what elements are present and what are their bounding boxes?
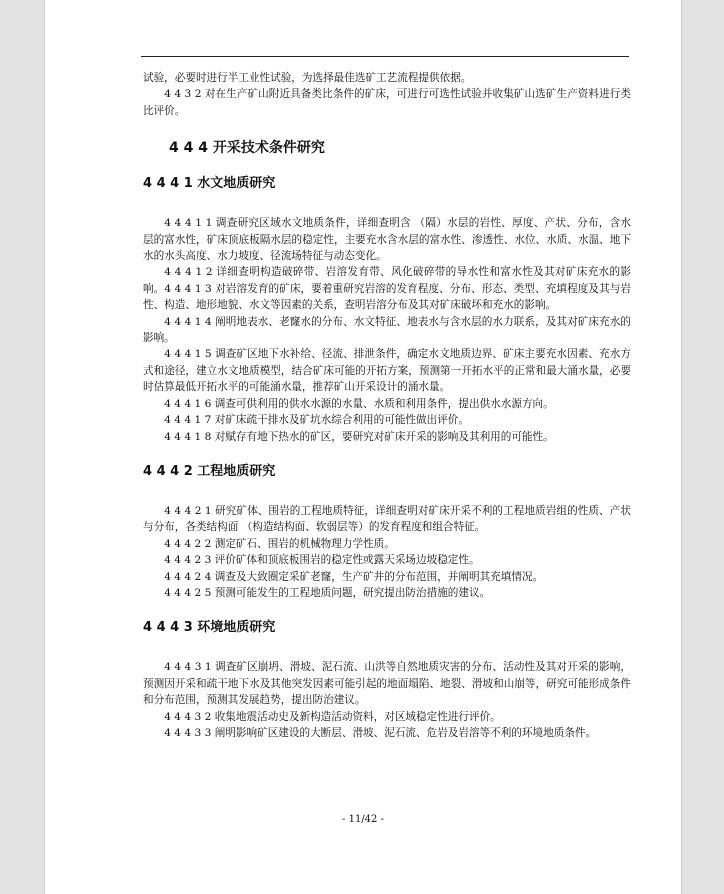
section-heading-4442: 4 4 4 2 工程地质研究: [143, 463, 276, 479]
paragraph-44422: 4 4 4 2 2 测定矿石、围岩的机械物理力学性质。: [164, 537, 395, 550]
paragraph-44431: 4 4 4 3 1 调查矿区崩坍、滑坡、泥石流、山洪等自然地质灾害的分布、活动性及其对开采的影响，预测因开采和疏干地下水及其他突发因素可能引起的地面塌陷、地裂、滑坡和山崩等，研究可能形成条件和分布范围，预测其发展趋势，提出防治建议。: [143, 661, 631, 707]
paragraph-44425: 4 4 4 2 5 预测可能发生的工程地质问题，研究提出防治措施的建议。: [164, 586, 491, 599]
paragraph-44424: 4 4 4 2 4 调查及大致圈定采矿老窿，生产矿井的分布范围，并阐明其充填情况。: [164, 570, 544, 583]
paragraph-44412: 4 4 4 1 2 详细查明构造破碎带、岩溶发育带、风化破碎带的导水性和富水性及其对矿床充水的影响。4 4 4 1 3 对岩溶发育的矿床，要着重研究岩溶的发育程度、分布、形态、类型、充填程度及其与岩性、构造、地形地貌、水文等因素的关系，查明岩溶分布及其对矿床破坏和充水的影响。: [143, 266, 631, 312]
paragraph-44418: 4 4 4 1 8 对赋存有地下热水的矿区，要研究对矿床开采的影响及其利用的可能性。: [164, 430, 554, 443]
page-content: [143, 70, 631, 741]
paragraph-44421: 4 4 4 2 1 研究矿体、围岩的工程地质特征，详细查明对矿床开采不利的工程地质岩组的性质、产状与分布，各类结构面 （构造结构面、软弱层等）的发育程度和组合特征。: [143, 504, 631, 534]
header-rule: [141, 56, 629, 57]
paragraph-44432: 4 4 4 3 2 收集地震活动史及新构造活动资料，对区域稳定性进行评价。: [164, 710, 501, 723]
paragraph-4432: 4 4 3 2 对在生产矿山附近具备类比条件的矿床，可进行可选性试验并收集矿山选矿生产资料进行类比评价。: [143, 88, 631, 117]
page-number: - 11/42 -: [342, 814, 384, 825]
section-heading-4441: 4 4 4 1 水文地质研究: [143, 176, 276, 192]
paragraph-44423: 4 4 4 2 3 评价矿体和顶底板围岩的稳定性或露天采场边坡稳定性。: [164, 554, 480, 567]
paragraph-44417: 4 4 4 1 7 对矿床疏干排水及矿坑水综合利用的可能性做出评价。: [164, 414, 469, 427]
paragraph-continuation: 试验，必要时进行半工业性试验，为选择最佳选矿工艺流程提供依据。: [143, 72, 472, 84]
paragraph-44414: 4 4 4 1 4 阐明地表水、老窿水的分布、水文特征、地表水与含水层的水力联系，及其对矿床充水的影响。: [143, 315, 631, 345]
paragraph-44415: 4 4 4 1 5 调查矿区地下水补给、径流、排泄条件，确定水文地质边界、矿床主要充水因素、充水方式和途径，建立水文地质模型，结合矿床可能的开拓方案，预测第一开拓水平的正常和最大涌水量，必要时估算最低开拓水平的可能涌水量，推荐矿山开采设计的涌水量。: [143, 348, 631, 394]
paragraph-44411: 4 4 4 1 1 调查研究区域水文地质条件，详细查明含 （隔）水层的岩性、厚度、产状、分布，含水层的富水性，矿床顶底板隔水层的稳定性，主要充水含水层的富水性、渗透性、水位、水质、水温、地下水的水头高度、水力坡度、径流场特征与动态变化。: [143, 217, 631, 263]
paragraph-44416: 4 4 4 1 6 调查可供利用的供水水源的水量、水质和利用条件，提出供水水源方向。: [164, 397, 554, 410]
section-heading-4443: 4 4 4 3 环境地质研究: [143, 620, 276, 636]
section-heading-444: 4 4 4 开采技术条件研究: [169, 140, 325, 157]
document-page: [44, 0, 682, 894]
paragraph-44433: 4 4 4 3 3 阐明影响矿区建设的大断层、滑坡、泥石流、危岩及岩溶等不利的环境地质条件。: [164, 726, 597, 739]
